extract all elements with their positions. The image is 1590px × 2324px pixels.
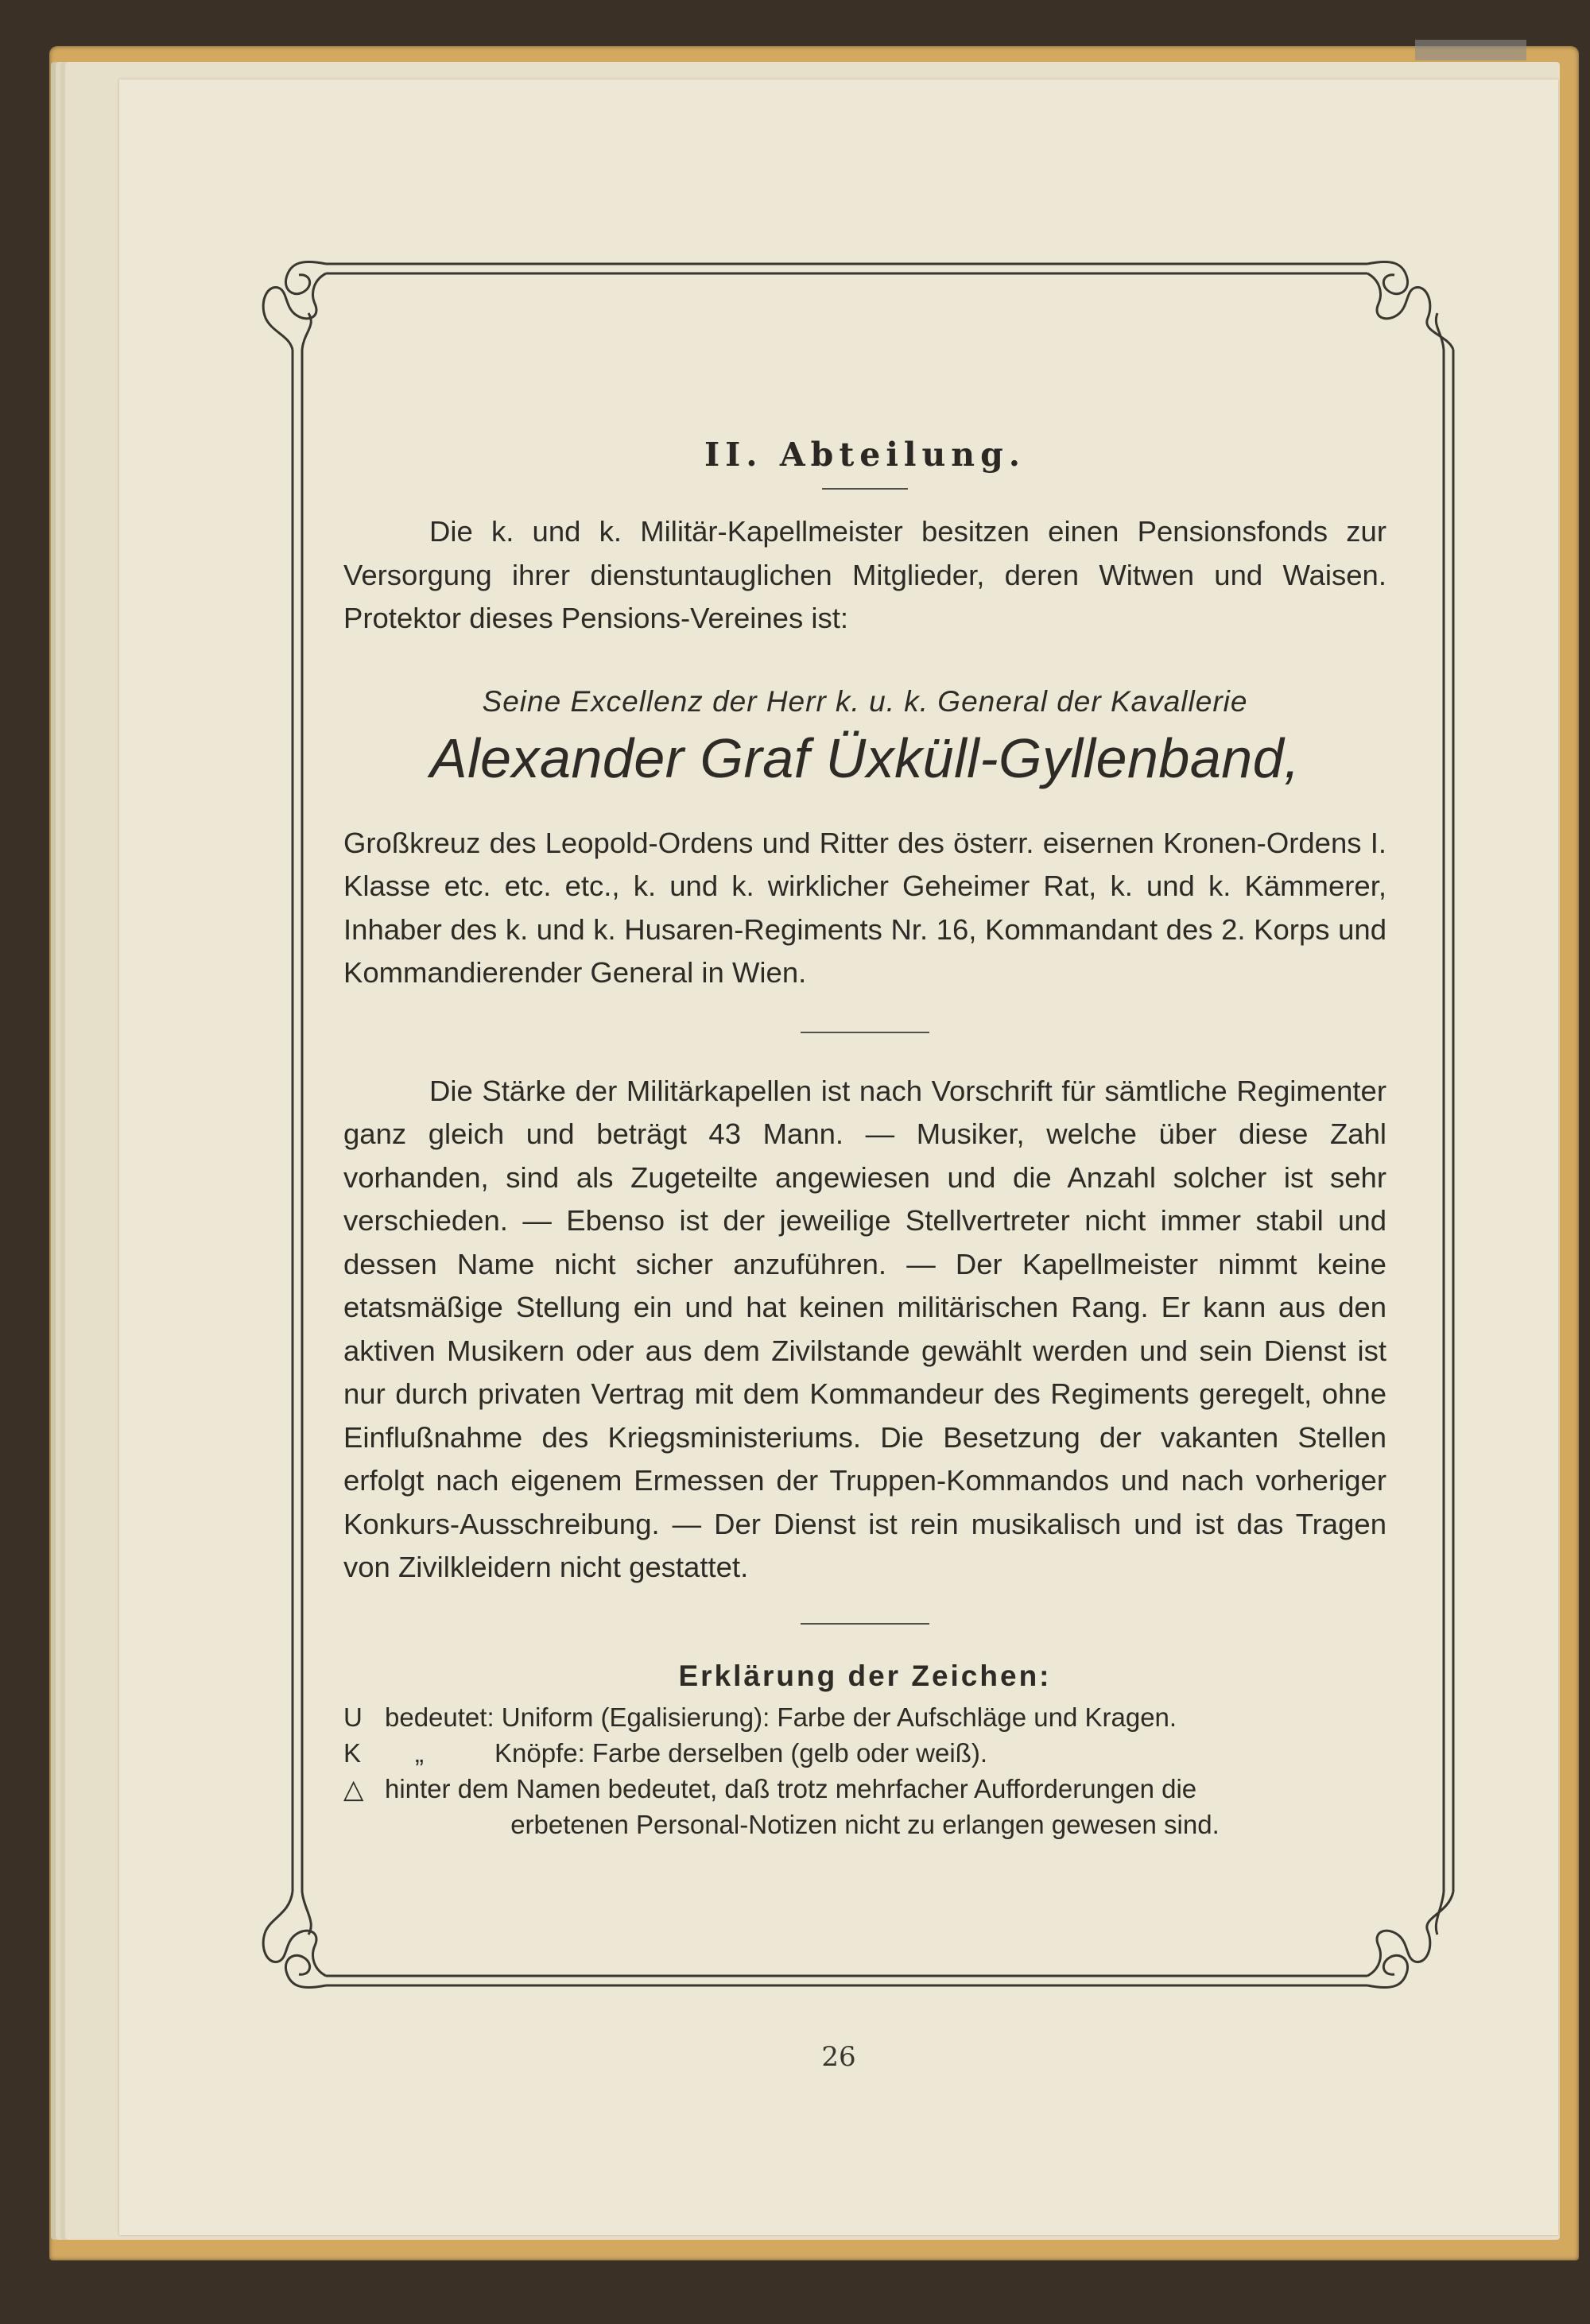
section-rule [801, 1032, 929, 1033]
legend-row-uniform [343, 1699, 1386, 1735]
protector-titles: Großkreuz des Leopold-Ordens und Ritter des österr. eisernen Kronen-Ordens I. Klasse etc. etc. etc., k. und k. wirklicher Geheimer Rat, k. und k. Kämmerer, Inhaber des k. und k. Husaren-Regiments Nr. 16, Kommandant des 2. Korps und Kommandierender General in Wien. [343, 826, 1386, 989]
triangle-icon: △ [343, 1773, 364, 1803]
tape-strip [1415, 40, 1526, 60]
legend-row-triangle [343, 1771, 1386, 1807]
legend-text: bedeutet: Uniform (Egalisierung): Farbe der Aufschläge und Kragen. [385, 1702, 1177, 1732]
page [119, 79, 1558, 2235]
section-title: II. Abteilung. [704, 436, 1026, 474]
legend-continuation: erbetenen Personal-Notizen nicht zu erlangen gewesen sind. [510, 1809, 1220, 1839]
legend-row-buttons [343, 1735, 1386, 1771]
legend-symbol: K [343, 1737, 362, 1768]
legend-symbol: U [343, 1702, 363, 1732]
legend-text: Knöpfe: Farbe derselben (gelb oder weiß). [494, 1737, 988, 1768]
ditto-mark: „ [415, 1737, 424, 1768]
page-number: 26 [821, 2041, 856, 2073]
protector-name: Alexander Graf Üxküll-Gyllenband, [429, 726, 1301, 789]
legend-title: Erklärung der Zeichen: [678, 1659, 1052, 1692]
legend-list [343, 1699, 1386, 1842]
pension-fund-paragraph: Die k. und k. Militär-Kapellmeister besitzen einen Pensionsfonds zur Versorgung ihrer dienstuntauglichen Mitglieder, deren Witwen und Waisen. Protektor dieses Pensions-Vereines ist: [343, 515, 1386, 634]
band-strength-paragraph: Die Stärke der Militärkapellen ist nach Vorschrift für sämtliche Regimenter ganz gleich und beträgt 43 Mann. — Musiker, welche über diese Zahl vorhanden, sind als Zugeteilte angewiesen und die Anzahl solcher ist sehr verschieden. — Ebenso ist der jeweilige Stellvertreter nicht immer stabil und dessen Name nicht sicher anzuführen. — Der Kapellmeister nimmt keine etatsmäßige Stellung ein und hat keinen militärischen Rang. Er kann aus den aktiven Musikern oder aus dem Zivilstande gewählt werden und sein Dienst ist nur durch privaten Vertrag mit dem Kommandeur des Regiments geregelt, ohne Einflußnahme des Kriegsministeriums. Die Besetzung der vakanten Stellen erfolgt nach eigenem Ermessen der Truppen-Kommandos und nach vorheriger Konkurs-Ausschreibung. — Der Dienst ist rein musikalisch und ist das Tragen von Zivilkleidern nicht gestattet. [343, 1074, 1386, 1583]
frame-content [343, 436, 1386, 1842]
protector-excellency: Seine Excellenz der Herr k. u. k. General der Kavallerie [482, 684, 1248, 718]
legend-rule [801, 1623, 929, 1625]
legend-text: hinter dem Namen bedeutet, daß trotz mehrfacher Aufforderungen die [385, 1773, 1197, 1803]
title-rule [822, 488, 908, 490]
